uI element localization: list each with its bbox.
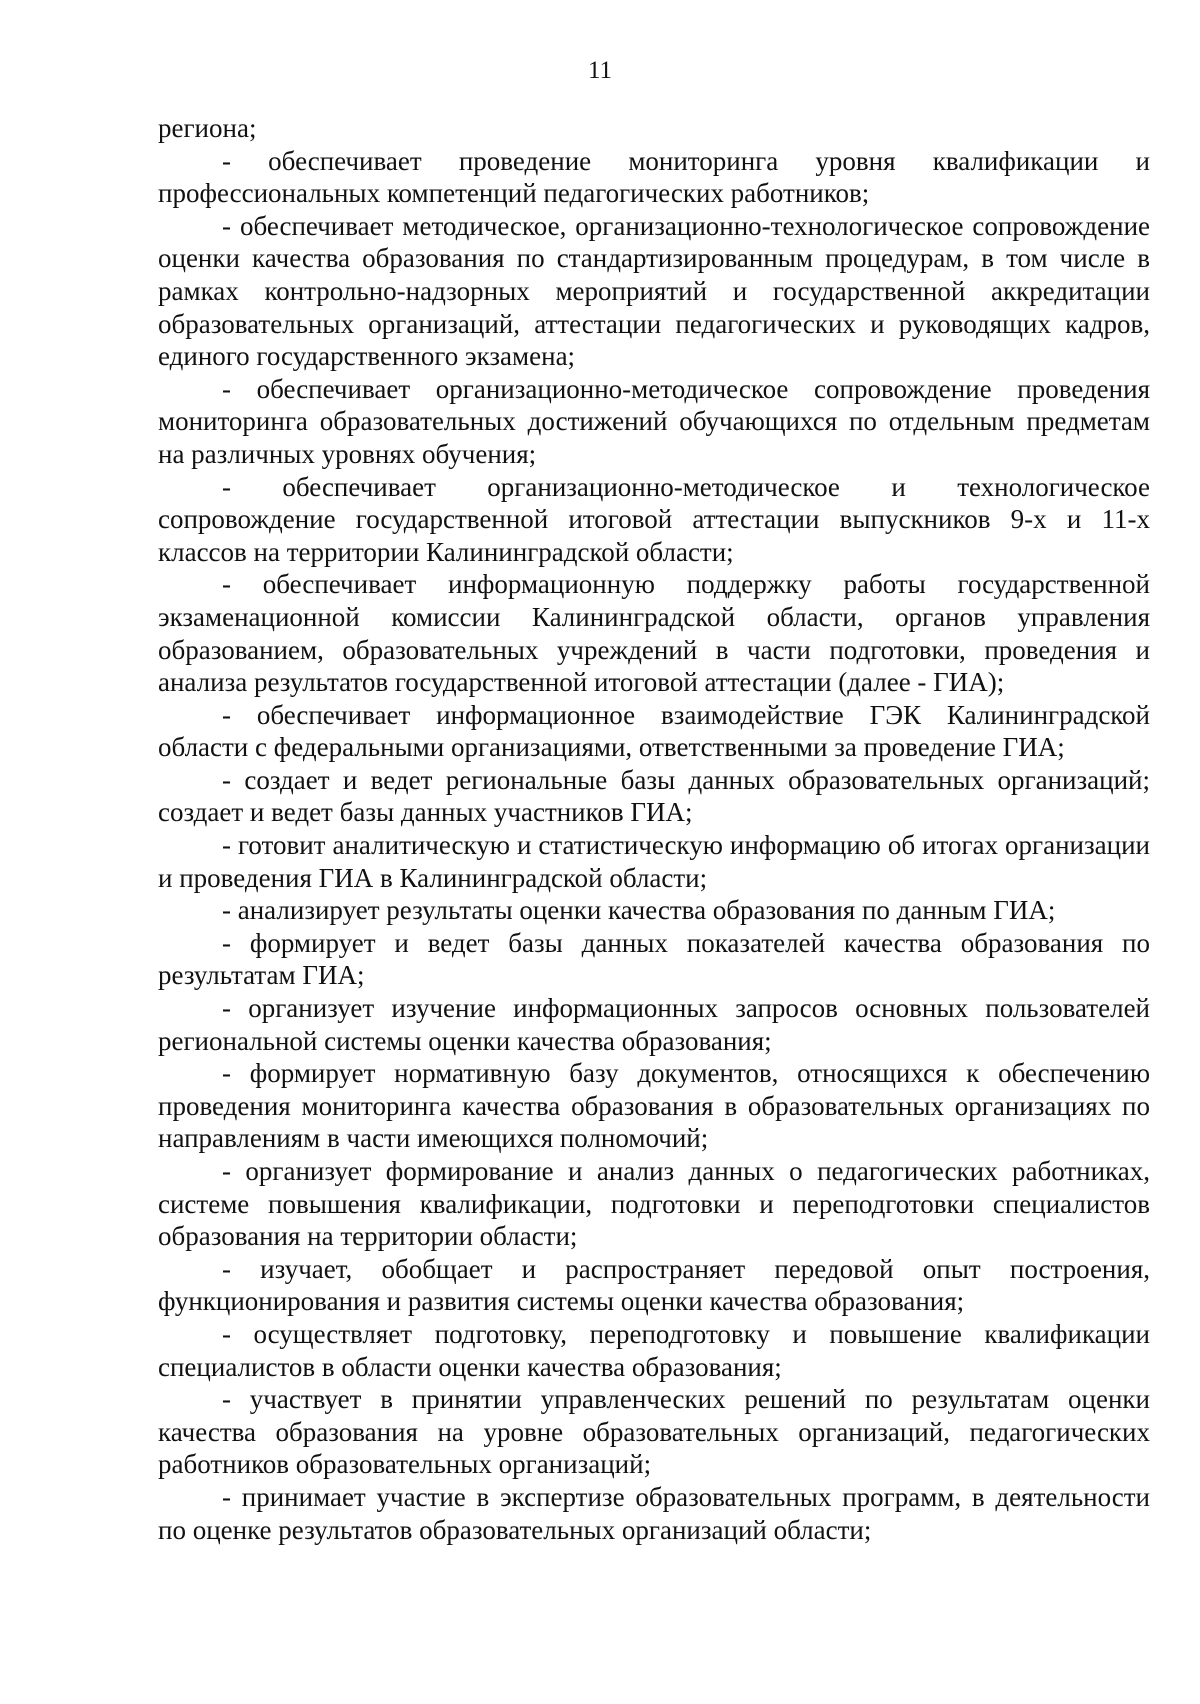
list-item: - обеспечивает организационно-методическое и технологическое сопровождение государственной итоговой аттестации выпускников 9-х и 11-х классов на территории Калининградской области; bbox=[158, 471, 1150, 567]
list-item: - создает и ведет региональные базы данных образовательных организаций; создает и ведет базы данных участников ГИА; bbox=[158, 764, 1150, 828]
list-item: - организует изучение информационных запросов основных пользователей региональной системы оценки качества образования; bbox=[158, 993, 1150, 1056]
list-item: - организует формирование и анализ данных о педагогических работниках, системе повышения квалификации, подготовки и переподготовки специалистов образования на территории области; bbox=[158, 1156, 1150, 1252]
list-item: - анализирует результаты оценки качества образования по данным ГИА; bbox=[222, 895, 1056, 926]
list-item: - обеспечивает информационное взаимодействие ГЭК Калининградской области с федеральными организациями, ответственными за проведение ГИА; bbox=[158, 699, 1150, 763]
list-item: - осуществляет подготовку, переподготовку и повышение квалификации специалистов в области оценки качества образования; bbox=[158, 1318, 1150, 1382]
list-item: - готовит аналитическую и статистическую информацию об итогах организации и проведения ГИА в Калининградской области; bbox=[158, 830, 1150, 893]
list-item: - обеспечивает организационно-методическое сопровождение проведения мониторинга образовательных достижений обучающихся по отдельным предметам на различных уровнях обучения; bbox=[158, 373, 1150, 469]
list-item: - участвует в принятии управленческих решений по результатам оценки качества образования на уровне образовательных организаций, педагогических работников образовательных организаций; bbox=[158, 1384, 1150, 1480]
list-item: - формирует и ведет базы данных показателей качества образования по результатам ГИА; bbox=[158, 927, 1150, 991]
document-body bbox=[158, 112, 1150, 1546]
paragraph-continuation: региона; bbox=[158, 113, 257, 143]
list-item: - принимает участие в экспертизе образовательных программ, в деятельности по оценке результатов образовательных организаций области; bbox=[158, 1481, 1150, 1545]
list-item: - изучает, обобщает и распространяет передовой опыт построения, функционирования и развития системы оценки качества образования; bbox=[158, 1253, 1150, 1317]
list-item: - формирует нормативную базу документов, относящихся к обеспечению проведения мониторинга качества образования в образовательных организациях по направлениям в части имеющихся полномочий; bbox=[158, 1058, 1150, 1154]
page-number: 11 bbox=[587, 57, 613, 84]
list-item: - обеспечивает методическое, организационно-технологическое сопровождение оценки качества образования по стандартизированным процедурам, в том числе в рамках контрольно-надзорных мероприятий и государственной аккредитации образовательных организаций, аттестации педагогических и руководящих кадров, единого государственного экзамена; bbox=[158, 210, 1150, 372]
list-item: - обеспечивает проведение мониторинга уровня квалификации и профессиональных компетенций педагогических работников; bbox=[158, 145, 1150, 209]
list-item: - обеспечивает информационную поддержку работы государственной экзаменационной комиссии Калининградской области, органов управления образованием, образовательных учреждений в части подготовки, проведения и анализа результатов государственной итоговой аттестации (далее - ГИА); bbox=[158, 569, 1150, 698]
